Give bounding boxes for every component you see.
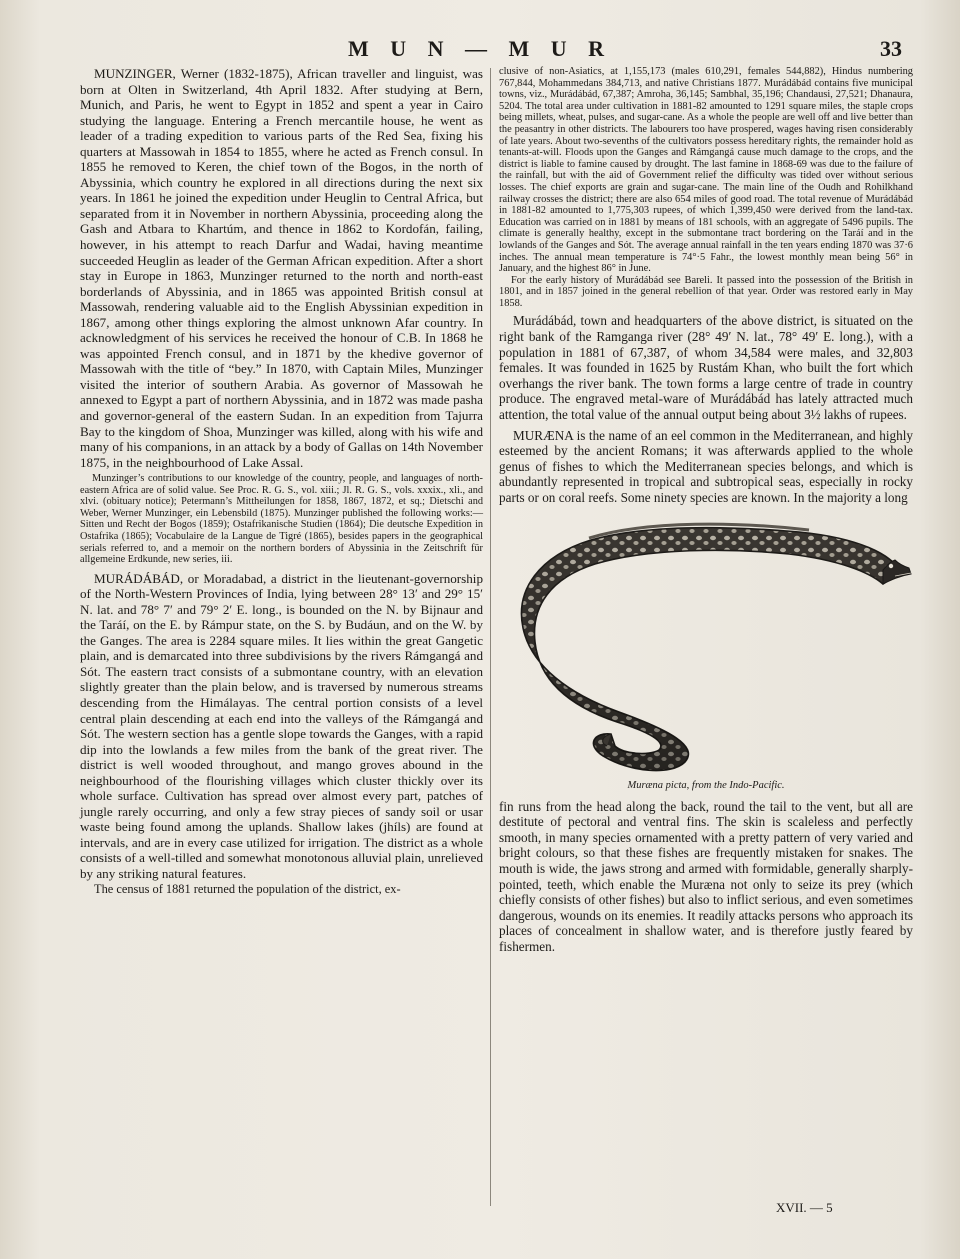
right-column [499, 66, 913, 955]
muradabad-town-article: Murádábád, town and headquarters of the above district, is situated on the right bank of the Ramganga river (28° 49′ N. lat., 78° 49′ E. long.), with a population in 1881 of 67,387, of whom 34,584 were males, and 32,803 females. It was founded in 1625 by Rustám Khan, who built the fort which overhangs the river bank. The town forms a large centre of trade in country produce. The engraved metal-ware of Murádábád has lately attracted much attention, the total value of the annual output being about 3½ lakhs of rupees. [499, 313, 913, 423]
page-number: 33 [880, 36, 902, 61]
munzinger-bibliography: Munzinger’s contributions to our knowledge of the country, people, and languages of north-eastern Africa are of solid value. See Proc. R. G. S., vol. xiii.; Jl. R. G. S., vols. xxxix., xli., and xlvi. (obituary notice); Petermann’s Mittheilungen for 1858, 1867, 1872, et sq.; Dietschi and Weber, Werner Munzinger, ein Lebensbild (1875). Munzinger published the following works:—Sitten und Recht der Bogos (1859); Ostafrikanische Studien (1864); Die deutsche Expedition in Ostafrika (1865); Vocabulaire de la Langue de Tigré (1865), besides papers in the geographical serials referred to, and a memoir on the northern borders of Abyssinia in the Zeitschrift für allgemeine Erdkunde, new series, iii. [80, 473, 483, 566]
column-divider [490, 68, 491, 1206]
eel-eye [889, 563, 893, 567]
munzinger-article: MUNZINGER, Werner (1832-1875), African traveller and linguist, was born at Olten in Switzerland, 4th April 1832. After studying at Bern, Munich, and Paris, he went to Egypt in 1852 and spent a year in Cairo studying the language. Entering a French mercantile house, he went as leader of a trading expedition to various parts of the Red Sea, fixing his quarters at Massowah in 1854 to 1855, where he acted as French consul. In 1855 he removed to Keren, the chief town of the Bogos, in the north of Abyssinia, which country he explored in all directions during the next six years. In 1861 he joined the expedition under Heuglin to Central Africa, but separated from it in November in northern Abyssinia, proceeding along the Gash and Atbara to Khartúm, and thence in 1862 to Kordofán, failing, however, in his attempt to reach Darfur and Wadai, having meantime succeeded Heuglin as leader of the German African expedition. After a short stay in Europe in 1863, Munzinger returned to the north and north-east borderlands of Abyssinia, and in 1865 was appointed British consul at Massowah, rendering valuable aid to the English Abyssinian expedition in 1867, among other things exploring the almost unknown Afar country. In acknowledgment of his services he received the honour of C.B. In 1868 he was appointed French consul, and in 1871 by the khedive governor of Massowah with the title of “bey.” In 1870, with Captain Miles, Munzinger visited the interior of southern Arabia. As governor of Massowah he annexed to Egypt a part of northern Abyssinia, and in 1872 was made pasha and governor-general of the eastern Sudan. In an expedition from Tajurra Bay to the kingdom of Shoa, Munzinger was killed, along with his wife and many of his companions, in an attack by a body of Gallas on 14th November 1875, in the neighbourhood of Lake Assal. [80, 66, 483, 470]
muraena-continued: fin runs from the head along the back, round the tail to the vent, but all are destitute of pectoral and ventral fins. The skin is scaleless and perfectly smooth, in many species ornamented with a pretty pattern of very varied and bright colours, so that these fishes are frequently mistaken for snakes. The mouth is wide, the jaws strong and armed with formidable, generally sharply-pointed, teeth, which enable the Muræna not only to seize its prey (which chiefly consists of other fishes) but also to inflict serious, and even sometimes dangerous, wounds on its enemies. It readily attacks persons who approach its places of concealment in shallow water, and is therefore justly feared by fishermen. [499, 798, 913, 954]
muraena-illustration [499, 510, 913, 778]
muradabad-statistics: clusive of non-Asiatics, at 1,155,173 (males 610,291, females 544,882), Hindus numbering 767,844, Mohammedans 384,713, and native Christians 1877. Murádábád contains five municipal towns, viz., Murádábád, 67,387; Amroha, 36,145; Sambhal, 35,196; Chandausi, 27,521; Dhanaura, 5204. The total area under cultivation in 1881-82 amounted to 1291 square miles, the staple crops being millets, wheat, pulses, and sugar-cane. As a whole the people are well off and live better than the peasantry in other districts. The labourers too have prospered, wages having risen considerably of late years. About two-sevenths of the cultivators possess hereditary rights, the remainder hold as tenants-at-will. Floods upon the Ganges and Rámgangá cause much damage to the crops, and the district is liable to famine caused by drought. The last famine in 1868-69 was due to the failure of the rainfall, but with the aid of Government relief the difficulty was tided over without serious losses. The chief exports are grain and sugar-cane. The main line of the Oudh and Rohilkhand railway crosses the district; there are also 654 miles of good road. The total revenue of Murádábád in 1881-82 amounted to 1,775,303 rupees, of which 1,399,450 were derived from the land-tax. Education was carried on in 1881 by means of 181 schools, with an aggregate of 5496 pupils. The climate is generally healthy, except in the submontane tract bordering on the Taráí and in the lowlands of the Ganges and Sót. The average annual rainfall in the ten years ending 1870 was 37·6 inches. The annual mean temperature is 74°·5 Fahr., the lowest monthly mean being 56° in January, and the highest 86° in June. [499, 66, 913, 275]
running-head: M U N — M U R [347, 36, 613, 61]
printer-signature: XVII. — 5 [776, 1200, 833, 1215]
figure-caption: Muræna picta, from the Indo-Pacific. [627, 779, 785, 791]
muraena-article: MURÆNA is the name of an eel common in the Mediterranean, and highly esteemed by the ancient Romans; it was afterwards applied to the whole genus of fishes to which the Mediterranean species belongs, and which is abundantly represented in tropical and subtropical seas, especially in rocky parts or on coral reefs. Some ninety species are known. In the majority a long [499, 427, 913, 505]
muradabad-district-article: MURÁDÁBÁD, or Moradabad, a district in the lieutenant-governorship of the North-Western Provinces of India, lying between 28° 13′ and 29° 15′ N. lat. and 78° 7′ and 79° 2′ E. long., is bounded on the N. by Bijnaur and the Taráí, on the E. by Rámpur state, on the S. by Budáun, and on the W. by the Ganges. The area is 2284 square miles. It lies within the great Gangetic plain, and is demarcated into three subdivisions by the rivers Rámgangá and Sót. The eastern tract consists of a submontane country, with an elevation slightly greater than the plain below, and is traversed by numerous streams descending from the Himálayas. The central portion consists of a level central plain descending at each end into the valleys of the Rámgangá and Sót. The western section has a gentle slope towards the Ganges, with a rapid dip into the lowlands a few miles from the bank of the great river. The district is well wooded throughout, and mango groves abound in the neighbourhood of the flourishing villages which cluster thickly over its whole surface. Cultivation has spread over almost every part, patches of jungle rarely occurring, and only a few stray pieces of sandy soil or usar waste being found among the uplands. Shallow lakes (jhíls) are found at intervals, and are in every case utilized for irrigation. The district as a whole consists of a well-tilled and somewhat monotonous alluvial plain, unrelieved by any striking natural features. [80, 570, 483, 881]
muradabad-history: For the early history of Murádábád see Bareli. It passed into the possession of the British in 1801, and in 1857 joined in the general rebellion of that year. Order was restored early in May 1858. [499, 274, 913, 309]
left-column [80, 66, 483, 897]
census-paragraph: The census of 1881 returned the population of the district, ex- [94, 881, 401, 896]
eel-engraving [499, 510, 913, 778]
